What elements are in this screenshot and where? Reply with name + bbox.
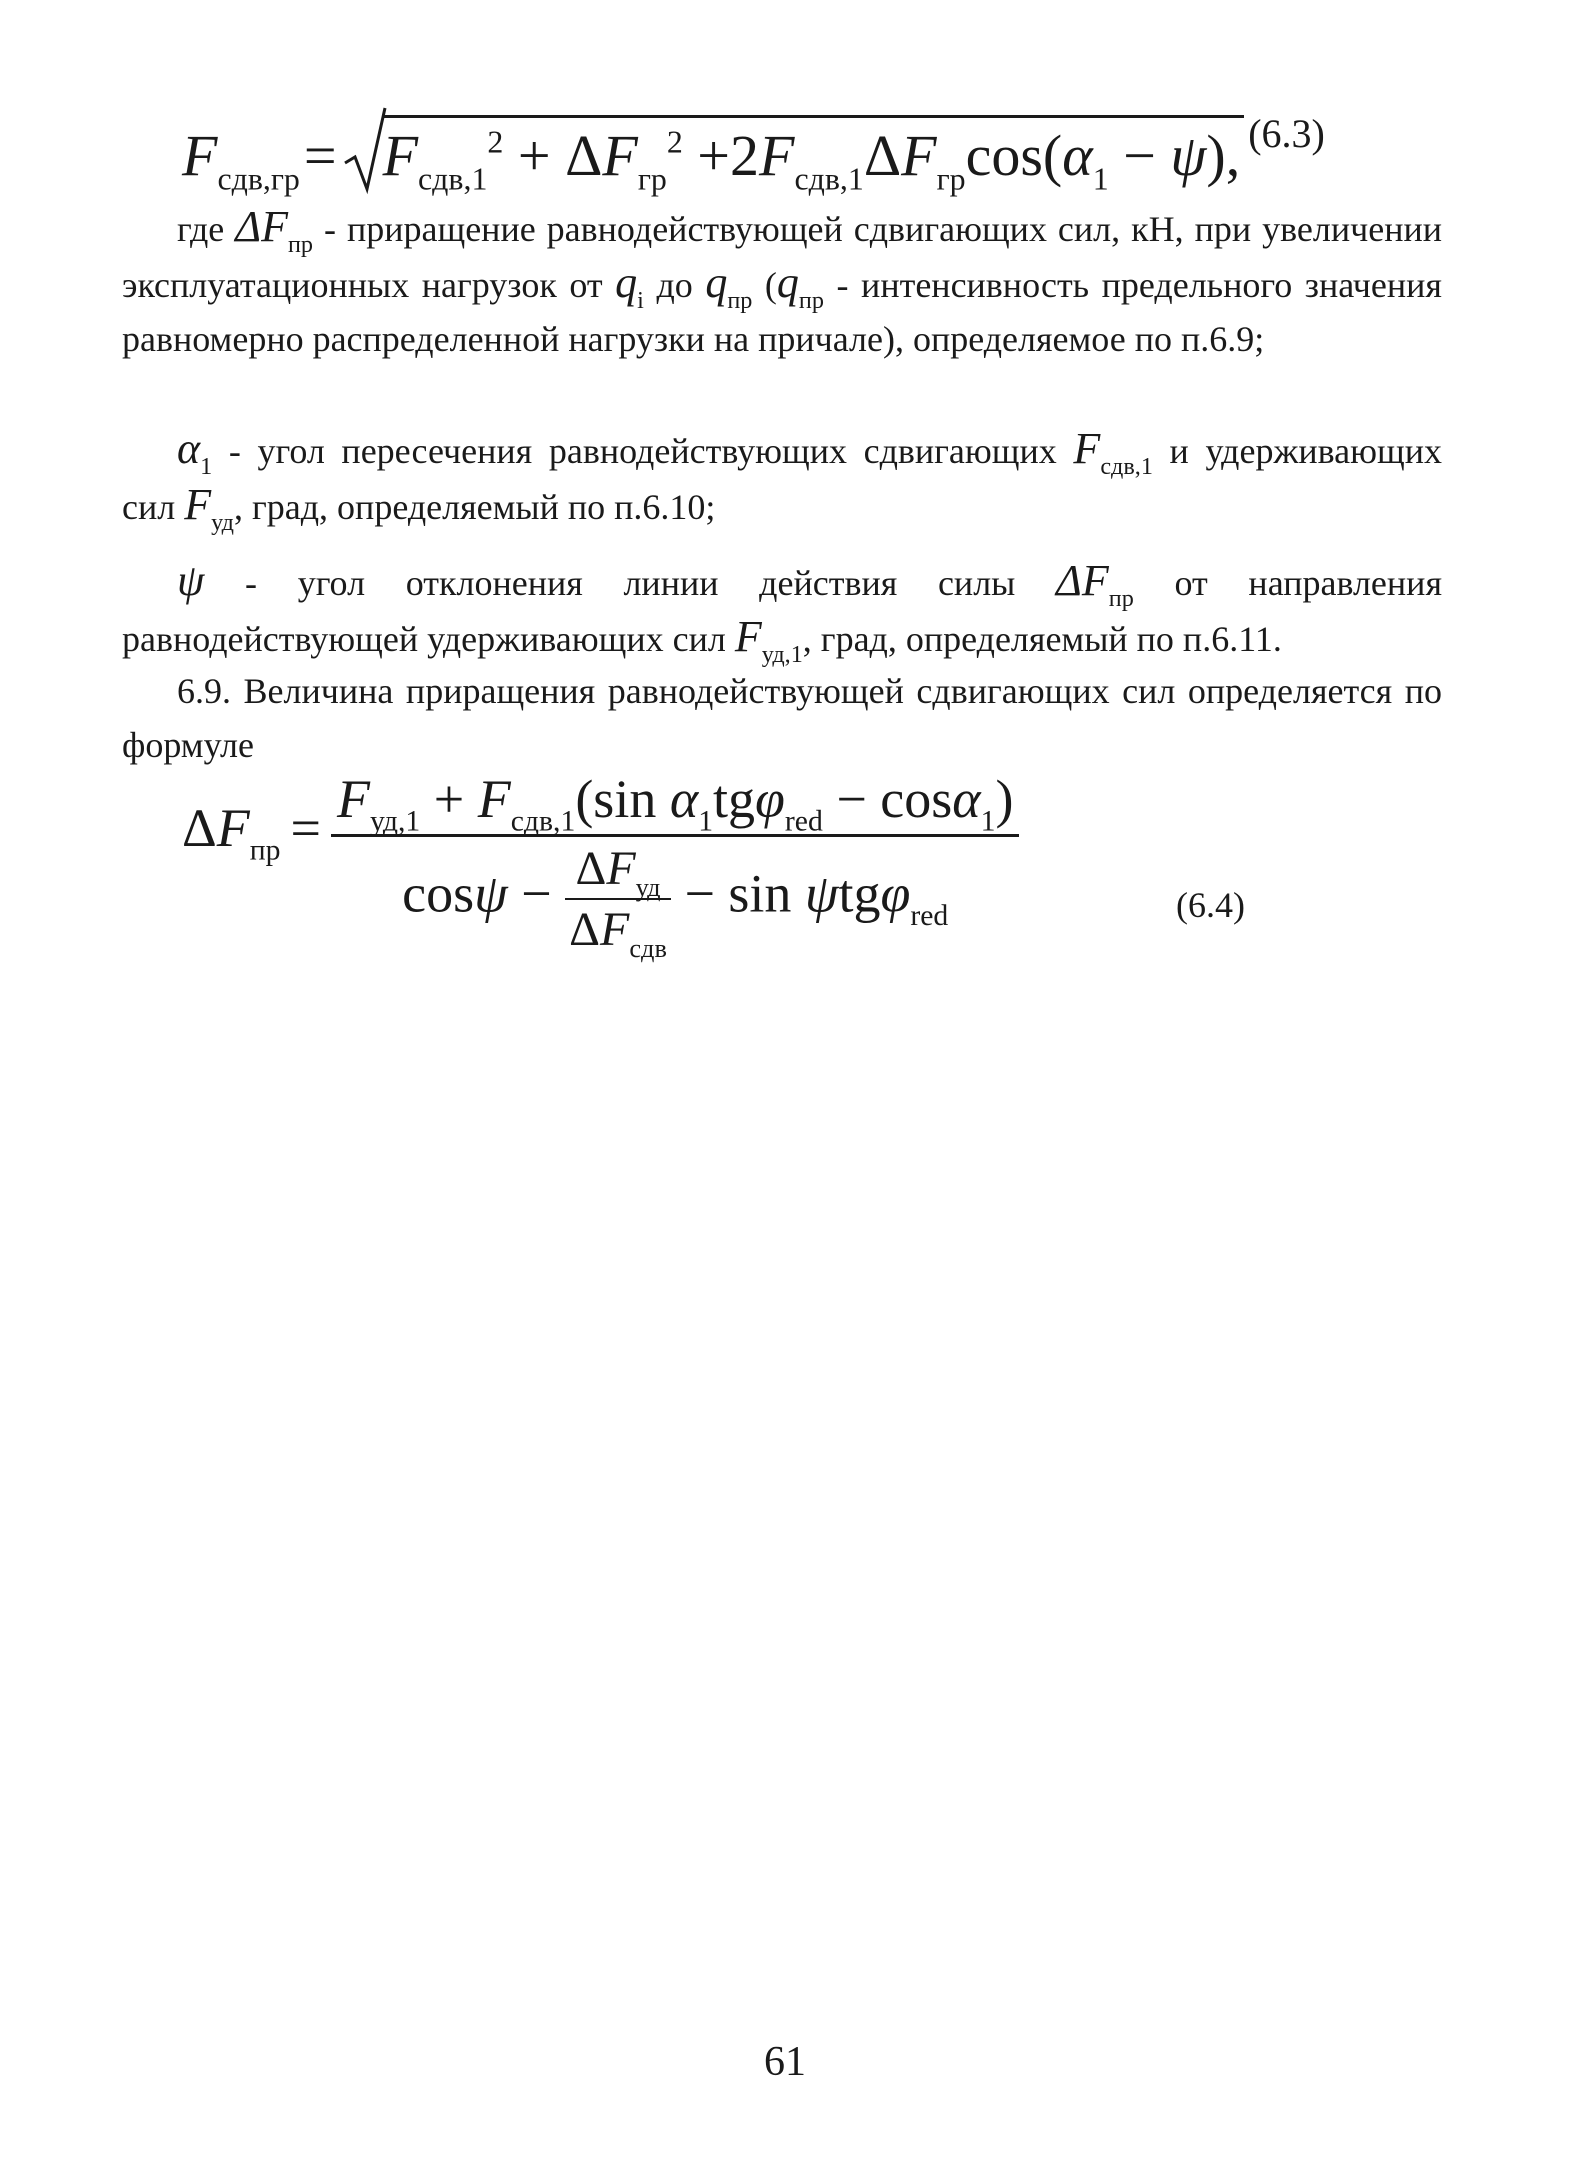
alpha-symbol: α — [952, 769, 981, 829]
alpha-symbol: α — [177, 424, 201, 473]
subscript: пр — [727, 286, 753, 314]
paragraph-delta-f-definition — [122, 200, 1442, 366]
q-symbol: q — [615, 258, 638, 307]
subscript: сдв,гр — [217, 161, 300, 197]
fraction-denominator — [331, 834, 1020, 963]
equation-number: (6.4) — [1176, 885, 1245, 925]
delta-symbol: Δ — [863, 123, 902, 188]
superscript: 2 — [666, 124, 683, 160]
text-run: где — [177, 209, 236, 249]
equation-number: (6.3) — [1248, 111, 1325, 156]
equals-sign: = — [290, 797, 321, 858]
symbol-f: F — [216, 797, 250, 858]
inner-fraction — [565, 841, 671, 963]
subscript: 1 — [1092, 161, 1109, 197]
symbol-f: F — [901, 123, 937, 188]
inline-formula — [734, 612, 803, 668]
psi-symbol: ψ — [1170, 123, 1207, 188]
subscript: пр — [287, 230, 314, 258]
subscript: пр — [249, 833, 281, 866]
delta-f-symbol: ΔF — [235, 202, 288, 251]
subscript: сдв,1 — [794, 161, 864, 197]
fraction-numerator — [331, 768, 1020, 838]
tg-function: tg — [838, 863, 881, 924]
subscript: уд — [635, 871, 661, 902]
text-run: до — [643, 265, 706, 305]
close-paren: ) — [995, 769, 1014, 829]
formula-6-3 — [182, 110, 1325, 200]
paragraph-psi-definition — [122, 554, 1442, 666]
delta-symbol: Δ — [565, 123, 603, 188]
close-paren: ), — [1206, 123, 1241, 188]
symbol-f: F — [336, 769, 370, 829]
subscript: уд,1 — [369, 805, 421, 838]
symbol-f: F — [606, 842, 636, 895]
subscript: гр — [637, 161, 667, 197]
subscript: 1 — [698, 805, 714, 838]
text-run: 6.9. Величина приращения равнодействующей сдвигающих сил определяется по формуле — [122, 671, 1442, 765]
subscript: сдв,1 — [510, 805, 576, 838]
plus-sign: + — [517, 123, 551, 188]
delta-symbol: Δ — [182, 797, 217, 858]
subscript: сдв,1 — [418, 161, 488, 197]
inner-numerator — [565, 841, 671, 902]
symbol-f: F — [600, 903, 630, 956]
symbol-f: F — [1073, 424, 1101, 473]
delta-symbol: Δ — [575, 842, 607, 895]
subscript: red — [784, 805, 823, 838]
plus-sign: + — [697, 123, 731, 188]
square-root-sign-icon — [343, 105, 387, 195]
symbol-f: F — [759, 123, 795, 188]
subscript: сдв — [629, 932, 667, 963]
main-fraction — [331, 768, 1020, 963]
subscript: пр — [1108, 584, 1134, 612]
inline-formula — [184, 480, 234, 536]
phi-symbol: φ — [880, 863, 911, 924]
inline-formula — [776, 258, 824, 314]
radicand — [382, 115, 1245, 197]
subscript: уд — [211, 508, 234, 536]
symbol-f: F — [602, 123, 638, 188]
minus-sign: − — [507, 863, 566, 924]
cos-function: cos( — [965, 123, 1063, 188]
text-run: - угол пересечения равнодействующих сдвигающих — [212, 431, 1074, 471]
paragraph-section-6-9 — [122, 664, 1442, 772]
text-run: - интенсивность предельного значения равномерно распределенной нагрузки на причале), определяемое по п.6.9; — [122, 265, 1442, 359]
formula-6-3-lhs — [182, 122, 300, 197]
text-run: , град, определяемый по п.6.11. — [802, 619, 1282, 659]
sin-function: − sin — [670, 863, 805, 924]
plus-sign: + — [420, 769, 478, 829]
symbol-f: F — [182, 123, 218, 188]
page-number: 61 — [764, 2039, 806, 2085]
formula-6-4 — [182, 768, 1019, 963]
inline-formula — [235, 202, 314, 258]
paragraph-alpha-definition — [122, 422, 1442, 534]
subscript: гр — [936, 161, 966, 197]
minus-sign: − — [1108, 123, 1171, 188]
tg-function: tg — [713, 769, 756, 829]
inline-formula — [1056, 556, 1134, 612]
subscript: 1 — [980, 805, 996, 838]
delta-f-symbol: ΔF — [1056, 556, 1109, 605]
delta-symbol: Δ — [569, 903, 600, 956]
text-run: от направления равнодействующей удерживающих сил — [122, 563, 1442, 659]
inline-formula — [1073, 424, 1153, 480]
phi-symbol: φ — [755, 769, 785, 829]
cos-function: cos — [402, 863, 475, 924]
alpha-symbol: α — [1062, 123, 1093, 188]
cos-function: − cos — [822, 769, 953, 829]
psi-symbol: ψ — [177, 556, 205, 605]
sin-function: (sin — [575, 769, 670, 829]
text-run: ( — [752, 265, 777, 305]
subscript: i — [637, 286, 644, 314]
q-symbol: q — [705, 258, 728, 307]
coefficient: 2 — [730, 123, 760, 188]
subscript: red — [910, 899, 949, 932]
psi-symbol: ψ — [474, 863, 508, 924]
symbol-f: F — [734, 612, 762, 661]
symbol-f: F — [382, 123, 419, 188]
symbol-f: F — [477, 769, 511, 829]
text-run: и удерживающих сил — [122, 431, 1442, 527]
psi-symbol: ψ — [804, 863, 839, 924]
subscript: 1 — [200, 452, 213, 480]
text-run: - приращение равнодействующей сдвигающих сил, кН, при увеличении эксплуатационных нагрузок от — [122, 209, 1442, 305]
q-symbol: q — [776, 258, 799, 307]
alpha-symbol: α — [669, 769, 699, 829]
superscript: 2 — [487, 124, 504, 160]
subscript: уд,1 — [761, 640, 803, 668]
formula-6-4-lhs — [182, 797, 281, 866]
subscript: пр — [798, 286, 824, 314]
square-root — [343, 115, 1245, 197]
text-run: - угол отклонения линии действия силы — [204, 563, 1057, 603]
inline-formula — [705, 258, 753, 314]
inline-formula — [177, 424, 213, 480]
inner-denominator — [565, 898, 671, 963]
subscript: сдв,1 — [1100, 452, 1153, 480]
symbol-f: F — [184, 480, 212, 529]
text-run: , град, определяемый по п.6.10; — [234, 487, 716, 527]
equals-sign: = — [303, 123, 337, 188]
inline-formula — [615, 258, 644, 314]
